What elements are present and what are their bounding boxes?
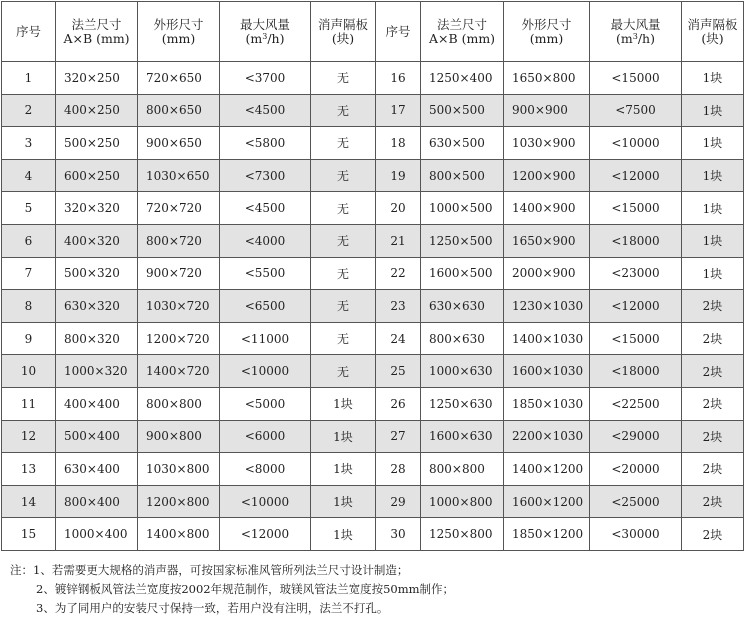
- cell-left-flange-size: 600×250: [56, 159, 138, 192]
- cell-left-seq: 4: [2, 159, 56, 192]
- cell-left-flange-size: 800×320: [56, 322, 138, 355]
- cell-left-baffle-count: 1块: [311, 518, 376, 551]
- cell-left-flange-size: 400×320: [56, 224, 138, 257]
- cell-right-flange-size: 1250×630: [421, 387, 504, 420]
- cell-right-outer-size: 1230×1030: [504, 290, 590, 323]
- cell-right-baffle-count: 1块: [682, 192, 744, 225]
- notes: [10, 561, 454, 618]
- cell-left-outer-size: 1400×720: [138, 355, 220, 388]
- cell-right-baffle-count: 2块: [682, 485, 744, 518]
- cell-right-outer-size: 1600×1200: [504, 485, 590, 518]
- cell-left-flange-size: 500×320: [56, 257, 138, 290]
- cell-right-flange-size: 1000×800: [421, 485, 504, 518]
- cell-right-baffle-count: 1块: [682, 62, 744, 95]
- table-row: [2, 224, 744, 257]
- table-row: [2, 420, 744, 453]
- cell-right-max-airflow: <12000: [590, 290, 682, 323]
- note-line-2: 2、镀锌钢板风管法兰宽度按2002年规范制作，玻镁风管法兰宽度按50mm制作；: [36, 582, 455, 596]
- cell-left-outer-size: 720×650: [138, 62, 220, 95]
- cell-right-baffle-count: 2块: [682, 387, 744, 420]
- cell-left-baffle-count: 无: [311, 322, 376, 355]
- cell-left-baffle-count: 无: [311, 159, 376, 192]
- cell-left-flange-size: 500×400: [56, 420, 138, 453]
- cell-left-flange-size: 630×320: [56, 290, 138, 323]
- cell-right-seq: 18: [376, 127, 421, 160]
- cell-right-max-airflow: <22500: [590, 387, 682, 420]
- cell-right-flange-size: 1600×630: [421, 420, 504, 453]
- header-outer-2: 外形尺寸 (mm): [504, 2, 590, 62]
- table-row: [2, 485, 744, 518]
- cell-right-baffle-count: 2块: [682, 290, 744, 323]
- header-seq: 序号: [2, 2, 56, 62]
- cell-right-seq: 26: [376, 387, 421, 420]
- cell-left-max-airflow: <8000: [220, 453, 311, 486]
- cell-left-baffle-count: 无: [311, 127, 376, 160]
- cell-left-seq: 3: [2, 127, 56, 160]
- cell-right-max-airflow: <25000: [590, 485, 682, 518]
- table-row: [2, 257, 744, 290]
- cell-left-seq: 6: [2, 224, 56, 257]
- table-row: [2, 159, 744, 192]
- cell-right-outer-size: 1030×900: [504, 127, 590, 160]
- cell-right-outer-size: 1650×900: [504, 224, 590, 257]
- cell-left-seq: 10: [2, 355, 56, 388]
- cell-left-baffle-count: 1块: [311, 485, 376, 518]
- table-row: [2, 387, 744, 420]
- cell-right-outer-size: 1850×1030: [504, 387, 590, 420]
- cell-left-baffle-count: 无: [311, 94, 376, 127]
- cell-left-outer-size: 800×650: [138, 94, 220, 127]
- cell-right-outer-size: 1650×800: [504, 62, 590, 95]
- table-row: [2, 453, 744, 486]
- cell-left-baffle-count: 1块: [311, 420, 376, 453]
- cell-left-baffle-count: 无: [311, 257, 376, 290]
- cell-left-max-airflow: <5000: [220, 387, 311, 420]
- cell-left-seq: 9: [2, 322, 56, 355]
- cell-left-seq: 15: [2, 518, 56, 551]
- cell-left-seq: 13: [2, 453, 56, 486]
- cell-left-outer-size: 900×720: [138, 257, 220, 290]
- cell-left-max-airflow: <7300: [220, 159, 311, 192]
- cell-right-baffle-count: 2块: [682, 322, 744, 355]
- header-seq-2: 序号: [376, 2, 421, 62]
- cell-left-max-airflow: <6000: [220, 420, 311, 453]
- cell-left-baffle-count: 1块: [311, 453, 376, 486]
- cell-left-seq: 14: [2, 485, 56, 518]
- cell-right-seq: 21: [376, 224, 421, 257]
- cell-left-max-airflow: <11000: [220, 322, 311, 355]
- cell-left-max-airflow: <4500: [220, 192, 311, 225]
- cell-right-max-airflow: <29000: [590, 420, 682, 453]
- table-row: [2, 355, 744, 388]
- cell-right-seq: 25: [376, 355, 421, 388]
- cell-left-seq: 8: [2, 290, 56, 323]
- cell-left-max-airflow: <10000: [220, 485, 311, 518]
- cell-right-baffle-count: 1块: [682, 224, 744, 257]
- cell-left-outer-size: 1030×720: [138, 290, 220, 323]
- cell-right-outer-size: 2000×900: [504, 257, 590, 290]
- cell-left-outer-size: 720×720: [138, 192, 220, 225]
- table-row: [2, 518, 744, 551]
- note-line-3: 3、为了同用户的安装尺寸保持一致，若用户没有注明，法兰不打孔。: [36, 601, 389, 615]
- cell-right-outer-size: 1600×1030: [504, 355, 590, 388]
- cell-right-flange-size: 800×800: [421, 453, 504, 486]
- cell-right-max-airflow: <15000: [590, 192, 682, 225]
- cell-left-flange-size: 400×400: [56, 387, 138, 420]
- table-row: [2, 290, 744, 323]
- cell-right-baffle-count: 1块: [682, 257, 744, 290]
- note-line-1: 注：1、若需要更大规格的消声器，可按国家标准风管所列法兰尺寸设计制造；: [10, 563, 409, 577]
- cell-left-flange-size: 500×250: [56, 127, 138, 160]
- header-airflow-2: 最大风量 $(m^3/h)$: [590, 2, 682, 62]
- cell-left-outer-size: 800×720: [138, 224, 220, 257]
- cell-left-baffle-count: 无: [311, 290, 376, 323]
- cell-right-max-airflow: <15000: [590, 322, 682, 355]
- cell-left-baffle-count: 无: [311, 192, 376, 225]
- cell-left-flange-size: 320×250: [56, 62, 138, 95]
- cell-right-outer-size: 1400×1200: [504, 453, 590, 486]
- cell-left-seq: 5: [2, 192, 56, 225]
- cell-left-outer-size: 900×800: [138, 420, 220, 453]
- silencer-spec-table: [1, 1, 744, 551]
- cell-right-max-airflow: <7500: [590, 94, 682, 127]
- cell-right-outer-size: 2200×1030: [504, 420, 590, 453]
- table-row: [2, 192, 744, 225]
- cell-left-baffle-count: 无: [311, 62, 376, 95]
- cell-right-flange-size: 630×630: [421, 290, 504, 323]
- cell-right-flange-size: 800×500: [421, 159, 504, 192]
- cell-right-seq: 23: [376, 290, 421, 323]
- cell-right-outer-size: 900×900: [504, 94, 590, 127]
- cell-right-seq: 19: [376, 159, 421, 192]
- cell-left-outer-size: 1400×800: [138, 518, 220, 551]
- cell-left-outer-size: 1030×650: [138, 159, 220, 192]
- cell-left-outer-size: 1200×800: [138, 485, 220, 518]
- cell-right-baffle-count: 1块: [682, 127, 744, 160]
- cell-right-flange-size: 500×500: [421, 94, 504, 127]
- cell-right-outer-size: 1400×1030: [504, 322, 590, 355]
- cell-left-seq: 12: [2, 420, 56, 453]
- cell-left-max-airflow: <12000: [220, 518, 311, 551]
- cell-left-baffle-count: 无: [311, 224, 376, 257]
- cell-left-flange-size: 320×320: [56, 192, 138, 225]
- cell-left-max-airflow: <4000: [220, 224, 311, 257]
- cell-left-seq: 2: [2, 94, 56, 127]
- cell-right-max-airflow: <10000: [590, 127, 682, 160]
- cell-right-seq: 29: [376, 485, 421, 518]
- cell-left-seq: 7: [2, 257, 56, 290]
- cell-right-flange-size: 1250×400: [421, 62, 504, 95]
- cell-right-flange-size: 1250×800: [421, 518, 504, 551]
- cell-right-baffle-count: 1块: [682, 159, 744, 192]
- cell-left-outer-size: 800×800: [138, 387, 220, 420]
- cell-right-flange-size: 1600×500: [421, 257, 504, 290]
- cell-right-max-airflow: <23000: [590, 257, 682, 290]
- cell-left-flange-size: 1000×320: [56, 355, 138, 388]
- cell-right-seq: 24: [376, 322, 421, 355]
- header-flange: 法兰尺寸 A×B (mm): [56, 2, 138, 62]
- cell-right-seq: 20: [376, 192, 421, 225]
- cell-left-outer-size: 1030×800: [138, 453, 220, 486]
- header-flange-2: 法兰尺寸 A×B (mm): [421, 2, 504, 62]
- cell-right-seq: 17: [376, 94, 421, 127]
- cell-left-flange-size: 800×400: [56, 485, 138, 518]
- cell-left-max-airflow: <10000: [220, 355, 311, 388]
- header-airflow: 最大风量 $(m^3/h)$: [220, 2, 311, 62]
- cell-right-flange-size: 1000×500: [421, 192, 504, 225]
- cell-right-outer-size: 1200×900: [504, 159, 590, 192]
- cell-right-flange-size: 630×500: [421, 127, 504, 160]
- cell-right-seq: 28: [376, 453, 421, 486]
- cell-left-flange-size: 1000×400: [56, 518, 138, 551]
- table-row: [2, 322, 744, 355]
- cell-right-outer-size: 1850×1200: [504, 518, 590, 551]
- cell-left-max-airflow: <5800: [220, 127, 311, 160]
- cell-left-flange-size: 630×400: [56, 453, 138, 486]
- cell-left-flange-size: 400×250: [56, 94, 138, 127]
- table-row: [2, 127, 744, 160]
- cell-right-baffle-count: 2块: [682, 355, 744, 388]
- cell-left-seq: 1: [2, 62, 56, 95]
- cell-right-max-airflow: <18000: [590, 355, 682, 388]
- cell-right-seq: 27: [376, 420, 421, 453]
- cell-left-max-airflow: <3700: [220, 62, 311, 95]
- cell-right-max-airflow: <18000: [590, 224, 682, 257]
- cell-left-outer-size: 900×650: [138, 127, 220, 160]
- cell-left-max-airflow: <5500: [220, 257, 311, 290]
- cell-right-flange-size: 1000×630: [421, 355, 504, 388]
- header-plate: 消声隔板 (块): [311, 2, 376, 62]
- cell-left-max-airflow: <6500: [220, 290, 311, 323]
- cell-left-outer-size: 1200×720: [138, 322, 220, 355]
- cell-right-seq: 16: [376, 62, 421, 95]
- cell-left-max-airflow: <4500: [220, 94, 311, 127]
- cell-right-baffle-count: 1块: [682, 94, 744, 127]
- cell-right-flange-size: 1250×500: [421, 224, 504, 257]
- cell-right-baffle-count: 2块: [682, 453, 744, 486]
- cell-right-baffle-count: 2块: [682, 420, 744, 453]
- cell-right-seq: 22: [376, 257, 421, 290]
- cell-right-baffle-count: 2块: [682, 518, 744, 551]
- header-row: [2, 2, 744, 62]
- cell-right-max-airflow: <15000: [590, 62, 682, 95]
- cell-right-max-airflow: <20000: [590, 453, 682, 486]
- cell-left-seq: 11: [2, 387, 56, 420]
- cell-right-outer-size: 1400×900: [504, 192, 590, 225]
- cell-left-baffle-count: 1块: [311, 387, 376, 420]
- cell-right-flange-size: 800×630: [421, 322, 504, 355]
- cell-left-baffle-count: 无: [311, 355, 376, 388]
- cell-right-max-airflow: <12000: [590, 159, 682, 192]
- table-row: [2, 62, 744, 95]
- header-outer: 外形尺寸 (mm): [138, 2, 220, 62]
- header-plate-2: 消声隔板 (块): [682, 2, 744, 62]
- cell-right-max-airflow: <30000: [590, 518, 682, 551]
- cell-right-seq: 30: [376, 518, 421, 551]
- table-row: [2, 94, 744, 127]
